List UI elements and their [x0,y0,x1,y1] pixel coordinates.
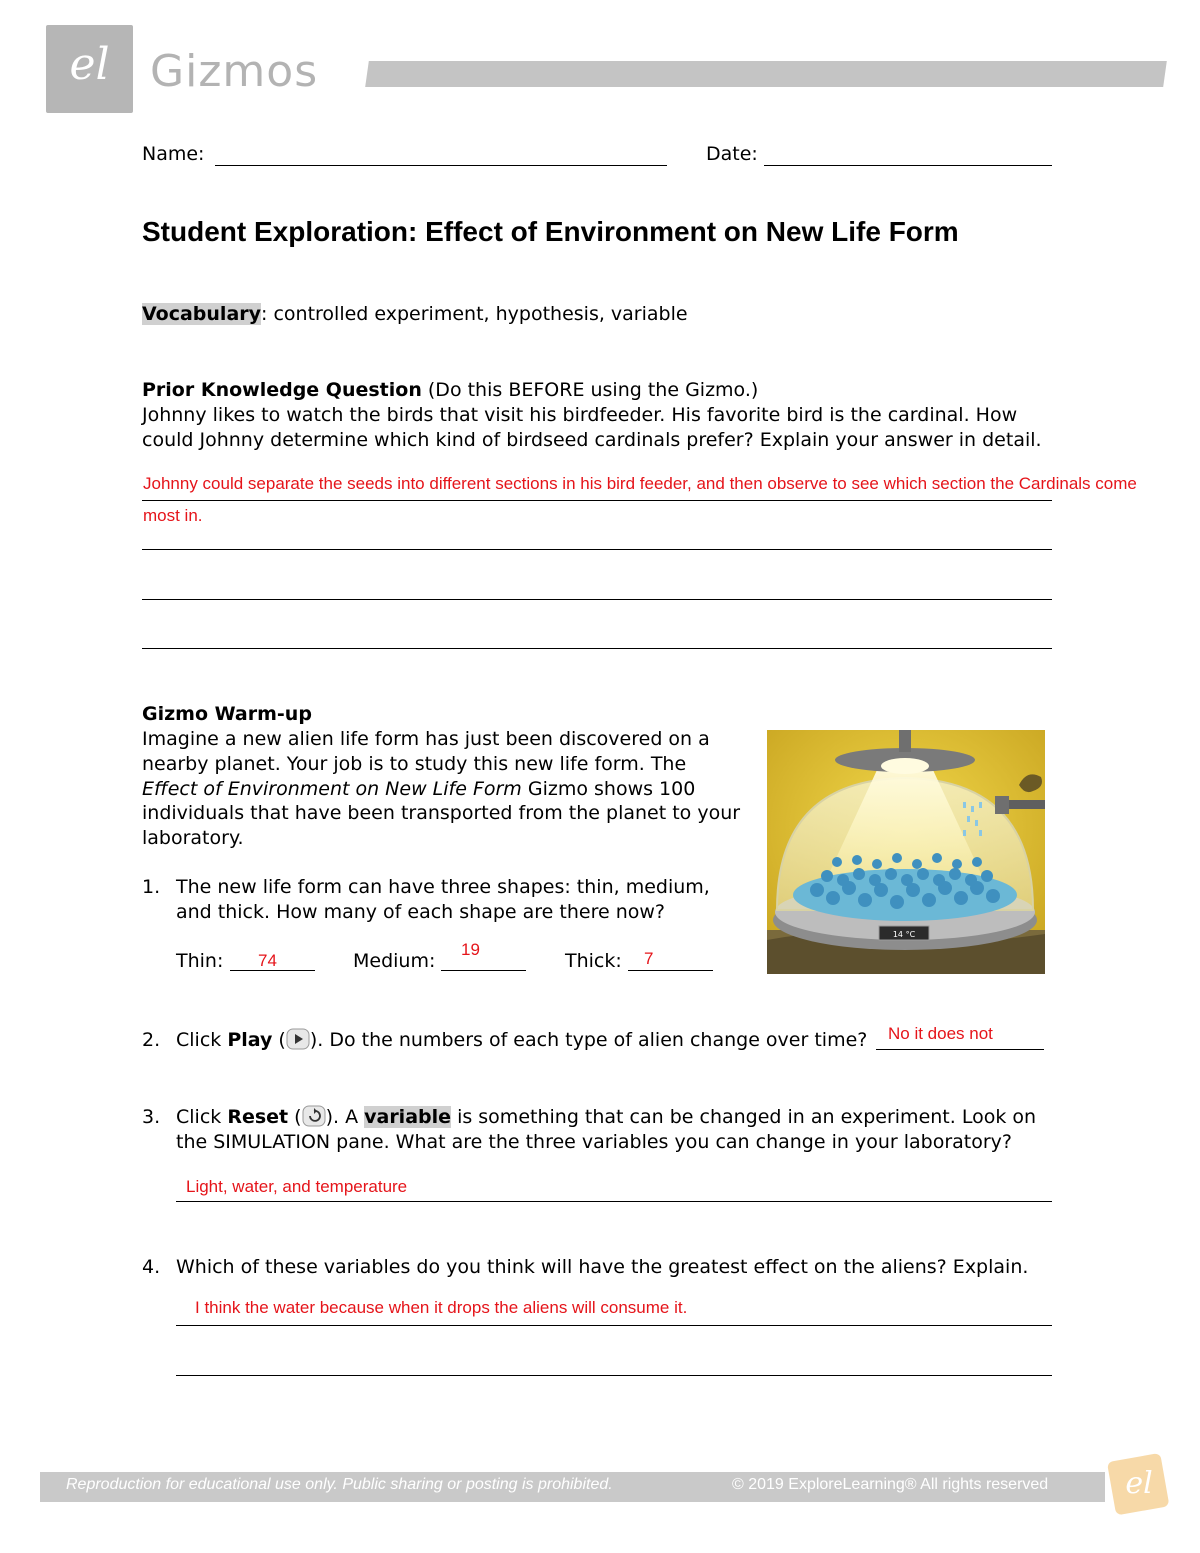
q2-answer: No it does not [888,1024,993,1043]
page-title: Student Exploration: Effect of Environment on New Life Form [142,216,959,247]
answer-line [142,599,1052,600]
q3-answer-line[interactable] [176,1201,1052,1202]
q3-number: 3. [142,1106,161,1128]
medium-label: Medium: [353,950,436,972]
warmup-text-3-rest: Gizmo shows 100 [521,778,696,800]
answer-line [142,648,1052,649]
medium-field[interactable] [441,970,526,971]
thin-label: Thin: [176,950,224,972]
brand-name: Gizmos [150,46,319,97]
q2-post: ). Do the numbers of each type of alien change over time? [309,1029,868,1051]
reset-word: Reset [227,1106,289,1128]
thick-value: 7 [644,949,654,968]
warmup-heading: Gizmo Warm-up [142,703,312,725]
warmup-text-1: Imagine a new alien life form has just been discovered on a [142,728,710,750]
q2-answer-field[interactable] [876,1049,1044,1050]
prior-answer-line-1: Johnny could separate the seeds into different sections in his bird feeder, and then observe to see which section the Cardinals come [143,474,1137,493]
q3-mid: ). A [325,1106,365,1128]
gizmo-name: Effect of Environment on New Life Form [142,778,522,800]
q4-answer: I think the water because when it drops the aliens will consume it. [195,1298,688,1317]
play-icon [286,1028,310,1050]
vocabulary-line [142,302,688,326]
prior-heading: Prior Knowledge Question [142,379,422,401]
thick-field[interactable] [628,970,713,971]
prior-answer-line-2: most in. [143,506,203,525]
prior-question-line-1: Johnny likes to watch the birds that visit his birdfeeder. His favorite bird is the cardinal. How [142,404,1018,426]
date-field[interactable] [764,165,1052,166]
q2-open-paren: ( [272,1029,286,1051]
footer-copyright: © 2019 ExploreLearning® All rights reserved [732,1476,1049,1493]
q3-rest: is something that can be changed in an experiment. Look on [451,1106,1037,1128]
variable-term: variable [364,1106,452,1128]
q3-open-paren: ( [288,1106,302,1128]
header-bar [365,61,1167,87]
prior-heading-note: (Do this BEFORE using the Gizmo.) [421,379,759,401]
q2-number: 2. [142,1029,161,1051]
prior-heading-line [142,378,758,402]
gizmo-simulation-image [767,730,1045,974]
medium-value: 19 [461,940,480,959]
play-word: Play [227,1029,273,1051]
footer-logo-mark: el [1125,1466,1153,1501]
q4-answer-line[interactable] [176,1325,1052,1326]
temperature-display: 14 °C [892,930,916,939]
explorelearning-logo [46,25,133,113]
q4-number: 4. [142,1256,161,1278]
logo-mark: el [69,39,110,90]
q3-answer: Light, water, and temperature [186,1177,408,1196]
q1-line-1: The new life form can have three shapes: thin, medium, [176,876,710,898]
warmup-text-2: nearby planet. Your job is to study this new life form. The [142,753,687,775]
thin-value: 74 [258,951,277,970]
warmup-text-5: laboratory. [142,827,244,849]
q1-number: 1. [142,876,161,898]
q3-line-2: the SIMULATION pane. What are the three variables you can change in your laboratory? [176,1131,1012,1153]
q4-text: Which of these variables do you think will have the greatest effect on the aliens? Explain. [176,1256,1029,1278]
footer-disclaimer: Reproduction for educational use only. Public sharing or posting is prohibited. [66,1476,613,1493]
q2-text [176,1028,867,1052]
vocabulary-label: Vocabulary [142,303,262,325]
reset-icon [302,1105,326,1127]
q3-line-1 [176,1105,1036,1129]
name-label: Name: [142,143,205,165]
q1-line-2: and thick. How many of each shape are there now? [176,901,665,923]
answer-line [142,500,1052,501]
name-field[interactable] [215,165,667,166]
thick-label: Thick: [565,950,622,972]
q2-pre: Click [176,1029,228,1051]
warmup-text-3 [142,777,695,801]
footer-logo-icon [1103,1447,1175,1519]
q4-answer-line[interactable] [176,1375,1052,1376]
vocabulary-terms: : controlled experiment, hypothesis, variable [261,303,688,325]
q3-pre: Click [176,1106,228,1128]
warmup-text-4: individuals that have been transported from the planet to your [142,802,741,824]
date-label: Date: [706,143,758,165]
answer-line [142,549,1052,550]
prior-question-line-2: could Johnny determine which kind of birdseed cardinals prefer? Explain your answer in detail. [142,429,1042,451]
